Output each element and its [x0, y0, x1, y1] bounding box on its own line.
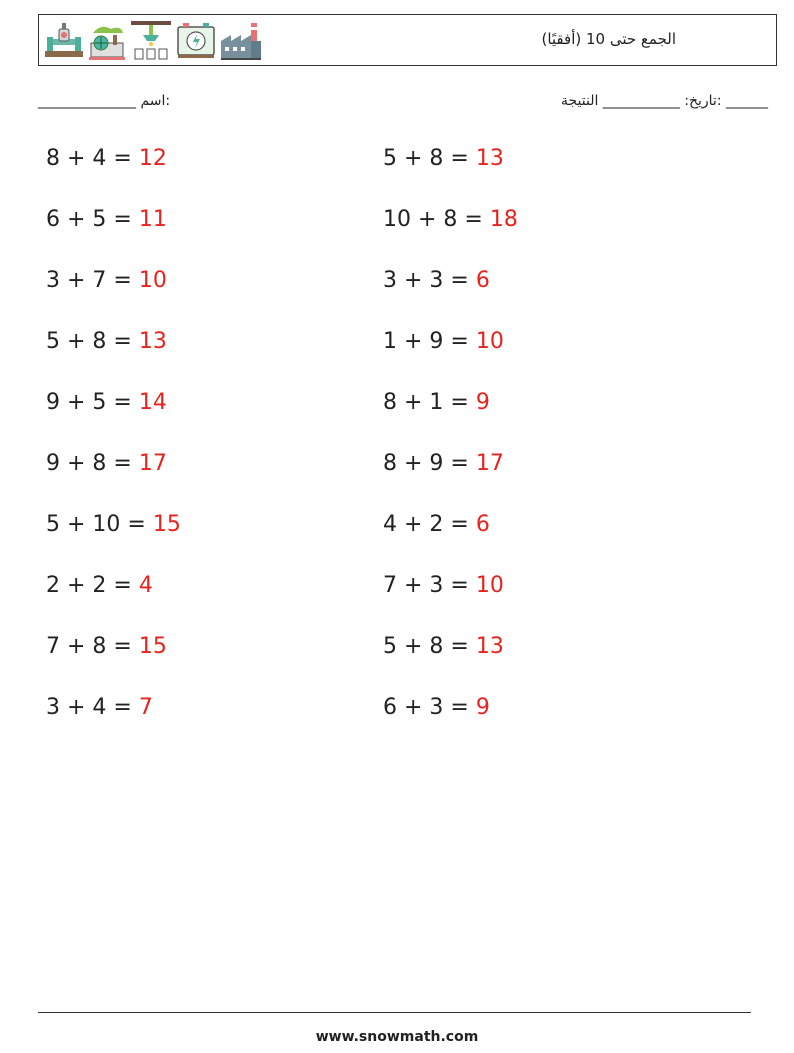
problem-expression: 9 + 8 = [46, 451, 139, 476]
problem-item [46, 512, 181, 537]
problem-expression: 5 + 8 = [46, 329, 139, 354]
problem-item [46, 268, 167, 293]
problem-answer: 17 [138, 451, 167, 476]
problem-answer: 18 [489, 207, 518, 232]
problem-answer: 13 [475, 634, 504, 659]
problem-expression: 8 + 4 = [46, 146, 139, 171]
footer-divider [38, 1012, 751, 1013]
ceiling-lamp-icon [129, 19, 173, 61]
problem-item [46, 207, 167, 232]
problem-answer: 9 [475, 695, 490, 720]
problem-item [46, 634, 167, 659]
problem-expression: 3 + 4 = [46, 695, 139, 720]
problem-answer: 6 [475, 268, 490, 293]
problem-expression: 7 + 3 = [383, 573, 476, 598]
problem-answer: 12 [138, 146, 167, 171]
problem-answer: 10 [475, 573, 504, 598]
problem-item [46, 573, 153, 598]
problem-answer: 9 [475, 390, 490, 415]
problem-expression: 5 + 8 = [383, 634, 476, 659]
globe-factory-icon [87, 19, 127, 61]
problem-answer: 10 [475, 329, 504, 354]
date-score-field: ______ :تاريخ: ___________ النتيجة [560, 93, 768, 109]
problem-expression: 3 + 3 = [383, 268, 476, 293]
icon-strip [43, 19, 263, 63]
problem-item [46, 390, 167, 415]
factory-icon [219, 19, 263, 61]
problem-answer: 4 [138, 573, 153, 598]
problem-item [383, 329, 504, 354]
problem-expression: 4 + 2 = [383, 512, 476, 537]
problem-answer: 13 [138, 329, 167, 354]
pump-machine-icon [43, 19, 85, 61]
problem-answer: 11 [138, 207, 167, 232]
problem-answer: 15 [138, 634, 167, 659]
problem-answer: 7 [138, 695, 153, 720]
energy-monitor-icon [175, 19, 217, 61]
problem-expression: 1 + 9 = [383, 329, 476, 354]
problem-answer: 13 [475, 146, 504, 171]
problem-item [383, 695, 490, 720]
problem-item [46, 695, 153, 720]
problem-expression: 8 + 9 = [383, 451, 476, 476]
problem-expression: 6 + 5 = [46, 207, 139, 232]
problem-expression: 8 + 1 = [383, 390, 476, 415]
problem-expression: 5 + 10 = [46, 512, 153, 537]
problem-expression: 9 + 5 = [46, 390, 139, 415]
problem-item [383, 512, 490, 537]
problem-expression: 6 + 3 = [383, 695, 476, 720]
problem-item [46, 451, 167, 476]
worksheet-header [38, 14, 777, 66]
problem-item [383, 390, 490, 415]
problem-item [383, 573, 504, 598]
problem-answer: 10 [138, 268, 167, 293]
problem-item [46, 329, 167, 354]
problem-expression: 7 + 8 = [46, 634, 139, 659]
problem-item [383, 451, 504, 476]
problem-item [383, 634, 504, 659]
name-field: :اسم ______________ [38, 93, 171, 109]
problem-expression: 5 + 8 = [383, 146, 476, 171]
problem-expression: 2 + 2 = [46, 573, 139, 598]
problem-answer: 17 [475, 451, 504, 476]
problem-item [46, 146, 167, 171]
footer-url: www.snowmath.com [315, 1029, 479, 1045]
problem-answer: 6 [475, 512, 490, 537]
problem-answer: 14 [138, 390, 167, 415]
worksheet-title: الجمع حتى 10 (أفقيًا) [541, 30, 676, 48]
problem-item [383, 268, 490, 293]
problem-item [383, 146, 504, 171]
problem-item [383, 207, 518, 232]
problem-expression: 10 + 8 = [383, 207, 490, 232]
problem-expression: 3 + 7 = [46, 268, 139, 293]
problem-answer: 15 [152, 512, 181, 537]
